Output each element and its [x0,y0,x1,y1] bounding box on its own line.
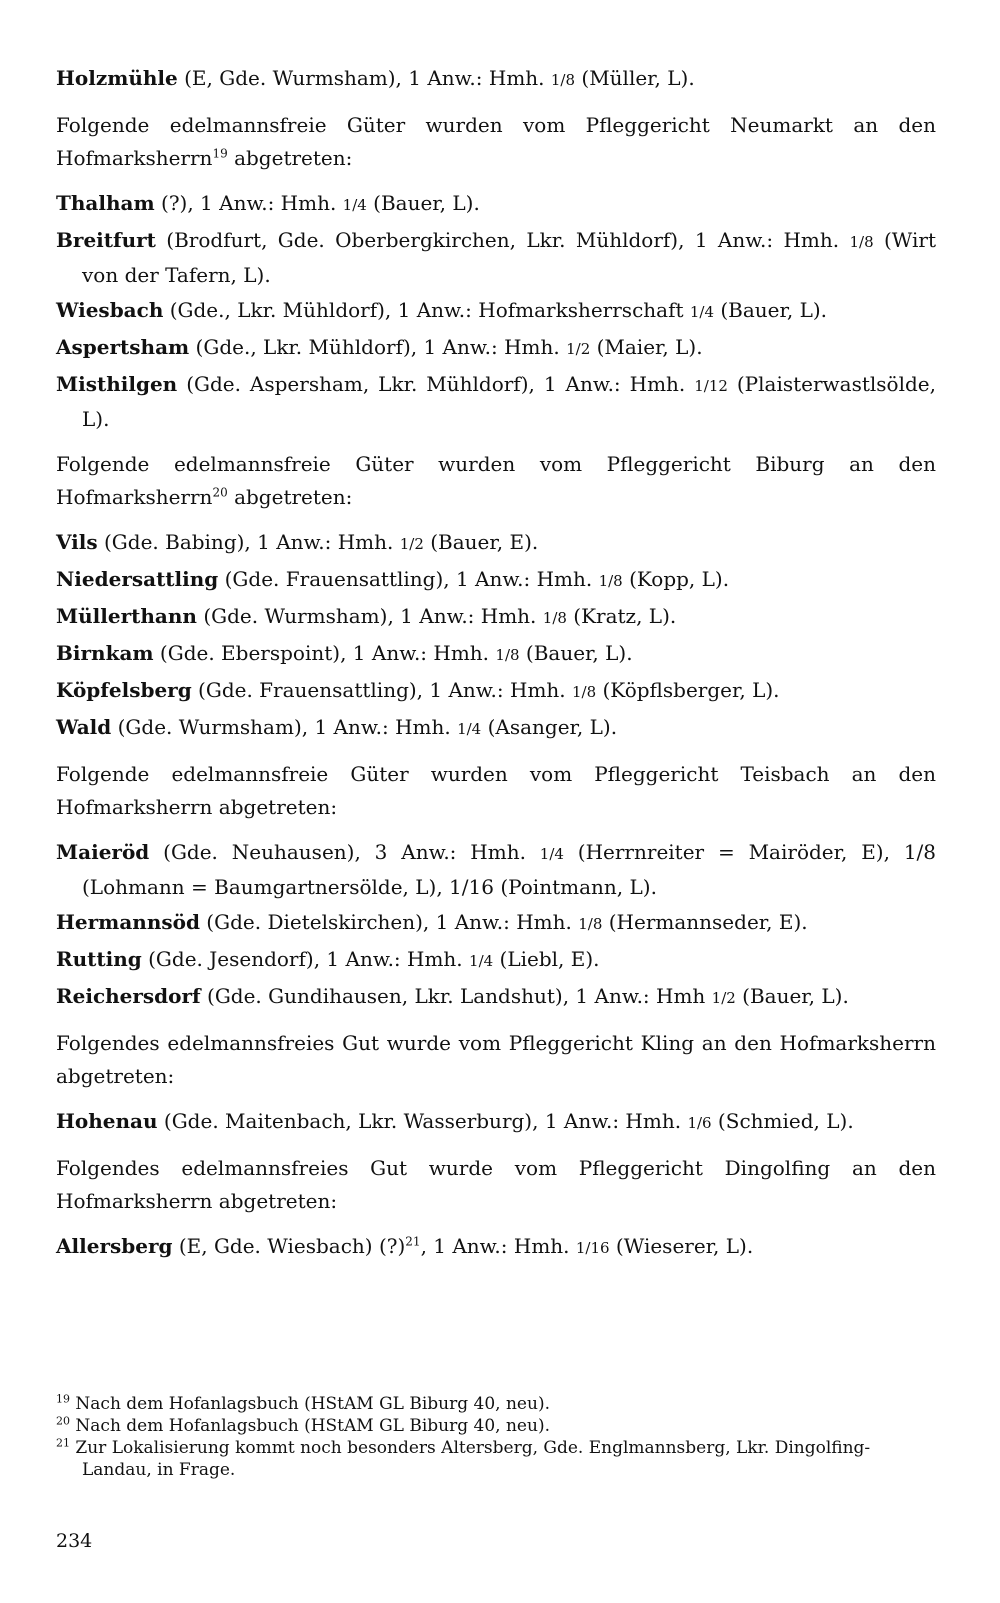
share-fraction: 1/8 [598,572,623,590]
section-biburg [56,448,936,746]
entry-tail: (Maier, L). [590,335,703,359]
section-dingolfing [56,1152,936,1265]
entry-allersberg [56,1230,936,1265]
share-fraction: 1/4 [469,952,494,970]
section-intro [56,1152,936,1218]
place-name: Birnkam [56,641,154,665]
entry-text: (Gde. Jesendorf), 1 Anw.: Hmh. [141,947,470,971]
share-fraction: 1/12 [694,377,728,395]
entry-tail: (Bauer, E). [423,530,539,554]
entry-text: (Gde. Gundihausen, Lkr. Landshut), 1 Anw.: Hmh [200,984,712,1008]
share-fraction: 1/2 [399,535,424,553]
place-name: Rutting [56,947,142,971]
place-name: Hohenau [56,1109,158,1133]
share-fraction: 1/8 [542,609,567,627]
entry-tail: (Bauer, L). [735,984,849,1008]
entry-text: (Gde. Maitenbach, Lkr. Wasserburg), 1 Anw.: Hmh. [157,1109,688,1133]
entry-tail: (Wieserer, L). [609,1234,754,1258]
entry-tail: (Liebl, E). [493,947,600,971]
entry-reichersdorf [56,980,936,1015]
place-name: Niedersattling [56,567,219,591]
share-fraction: 1/8 [572,683,597,701]
entry-mid: , 1 Anw.: Hmh. [420,1234,576,1258]
entry-tail: (Kratz, L). [566,604,677,628]
section-intro [56,1027,936,1093]
share-fraction: 1/2 [566,340,591,358]
intro-rest: abgetreten: [227,485,353,509]
place-name: Hermannsöd [56,910,200,934]
entry-text: (Gde. Eberspoint), 1 Anw.: Hmh. [153,641,496,665]
entry-tail: (Herrnreiter = Mairöder, E), 1/8 (Lohmann = Baumgartnersölde, L), 1/16 (Pointmann, L). [82,840,937,899]
section-teisbach [56,758,936,1015]
share-fraction: 1/16 [575,1239,610,1257]
entry-tail: (Bauer, L). [714,298,828,322]
place-name: Allersberg [56,1234,173,1258]
place-name: Reichersdorf [56,984,201,1008]
entry-holzmuehle [56,62,936,97]
share-fraction: 1/8 [849,233,874,251]
footnotes [56,1393,936,1481]
footnote-text: Nach dem Hofanlagsbuch (HStAM GL Biburg 40, neu). [75,1394,550,1414]
place-name: Vils [56,530,98,554]
section-neumarkt [56,109,936,436]
entry-text: (Gde. Dietelskirchen), 1 Anw.: Hmh. [199,910,579,934]
share-fraction: 1/4 [457,720,482,738]
entry-text: (Gde. Wurmsham), 1 Anw.: Hmh. [111,715,458,739]
place-name: Aspertsham [56,335,190,359]
entry-vils [56,526,936,561]
place-name: Wald [56,715,112,739]
entry-text: (Gde. Frauensattling), 1 Anw.: Hmh. [191,678,572,702]
footnote-text: Zur Lokalisierung kommt noch besonders Altersberg, Gde. Englmannsberg, Lkr. Dingolfing-Landau, in Frage. [75,1438,871,1480]
intro-text: Folgende edelmannsfreie Güter wurden vom Pfleggericht Biburg an den Hofmarksherrn [56,452,936,509]
section-0 [56,62,936,97]
entry-hohenau [56,1105,936,1140]
entry-text: (E, Gde. Wurmsham), 1 Anw.: Hmh. [177,66,551,90]
share-fraction: 1/4 [539,845,564,863]
entry-hermannsoed [56,906,936,941]
share-fraction: 1/4 [689,303,715,321]
page-body [56,62,936,1277]
footnote-mark: 20 [56,1414,70,1428]
place-name: Holzmühle [56,66,178,90]
footnote-21 [56,1437,936,1481]
share-fraction: 1/4 [342,196,367,214]
entry-aspertsham [56,331,936,366]
entry-tail: (Asanger, L). [481,715,618,739]
entry-text: (Gde. Neuhausen), 3 Anw.: Hmh. [149,840,540,864]
intro-text: Folgende edelmannsfreie Güter wurden vom Pfleggericht Neumarkt an den Hofmarksherrn [56,113,936,170]
entry-wald [56,711,936,746]
place-name: Wiesbach [56,298,164,322]
place-name: Köpfelsberg [56,678,192,702]
share-fraction: 1/2 [711,989,736,1007]
entry-text: (Brodfurt, Gde. Oberbergkirchen, Lkr. Mühldorf), 1 Anw.: Hmh. [155,228,850,252]
entry-tail: (Kopp, L). [622,567,730,591]
entry-koepfelsberg [56,674,936,709]
entry-text: (Gde., Lkr. Mühldorf), 1 Anw.: Hofmarksherrschaft [163,298,690,322]
footnote-19 [56,1393,936,1415]
entry-tail: (Bauer, L). [519,641,633,665]
entry-tail: (Schmied, L). [711,1109,854,1133]
intro-text: Folgende edelmannsfreie Güter wurden vom Pfleggericht Teisbach an den Hofmarksherrn abgetreten: [56,762,936,819]
footnote-text: Nach dem Hofanlagsbuch (HStAM GL Biburg 40, neu). [75,1416,550,1436]
share-fraction: 1/8 [578,915,603,933]
place-name: Müllerthann [56,604,197,628]
share-fraction: 1/8 [550,71,576,89]
section-intro [56,448,936,514]
entry-rutting [56,943,936,978]
intro-text: Folgendes edelmannsfreies Gut wurde vom Pfleggericht Dingolfing an den Hofmarksherrn abgetreten: [56,1156,936,1213]
entry-birnkam [56,637,936,672]
footnote-ref: 21 [405,1234,421,1249]
entry-text: (Gde. Frauensattling), 1 Anw.: Hmh. [218,567,599,591]
entry-tail: (Hermannseder, E). [602,910,808,934]
entry-misthilgen [56,368,936,436]
place-name: Misthilgen [56,372,178,396]
place-name: Maieröd [56,840,150,864]
entry-tail: (Plaisterwastlsölde, L). [82,372,936,431]
place-name: Thalham [56,191,155,215]
entry-tail: (Köpflsberger, L). [596,678,780,702]
entry-muellerthann [56,600,936,635]
entry-text: (Gde. Babing), 1 Anw.: Hmh. [97,530,400,554]
entry-breitfurt [56,224,936,292]
entry-text: (Gde. Aspersham, Lkr. Mühldorf), 1 Anw.: Hmh. [177,372,695,396]
footnote-20 [56,1415,936,1437]
footnote-ref: 19 [212,146,228,161]
section-kling [56,1027,936,1140]
intro-text: Folgendes edelmannsfreies Gut wurde vom Pfleggericht Kling an den Hofmarksherrn abgetreten: [56,1031,936,1088]
page-number: 234 [56,1530,93,1552]
footnote-mark: 21 [56,1436,70,1450]
entry-tail: (Bauer, L). [366,191,480,215]
footnote-ref: 20 [212,485,228,500]
section-intro [56,109,936,175]
share-fraction: 1/8 [495,646,520,664]
entry-text: (?), 1 Anw.: Hmh. [154,191,343,215]
entry-niedersattling [56,563,936,598]
entry-thalham [56,187,936,222]
entry-text: (Gde., Lkr. Mühldorf), 1 Anw.: Hmh. [189,335,567,359]
entry-maieroed [56,836,936,904]
footnote-mark: 19 [56,1392,70,1406]
entry-tail: (Müller, L). [575,66,695,90]
entry-tail: (Wirt von der Tafern, L). [82,228,936,287]
entry-text: (Gde. Wurmsham), 1 Anw.: Hmh. [196,604,543,628]
intro-rest: abgetreten: [227,146,353,170]
entry-text: (E, Gde. Wiesbach) (?) [172,1234,406,1258]
share-fraction: 1/6 [687,1114,712,1132]
section-intro [56,758,936,824]
entry-wiesbach [56,294,936,329]
place-name: Breitfurt [56,228,156,252]
